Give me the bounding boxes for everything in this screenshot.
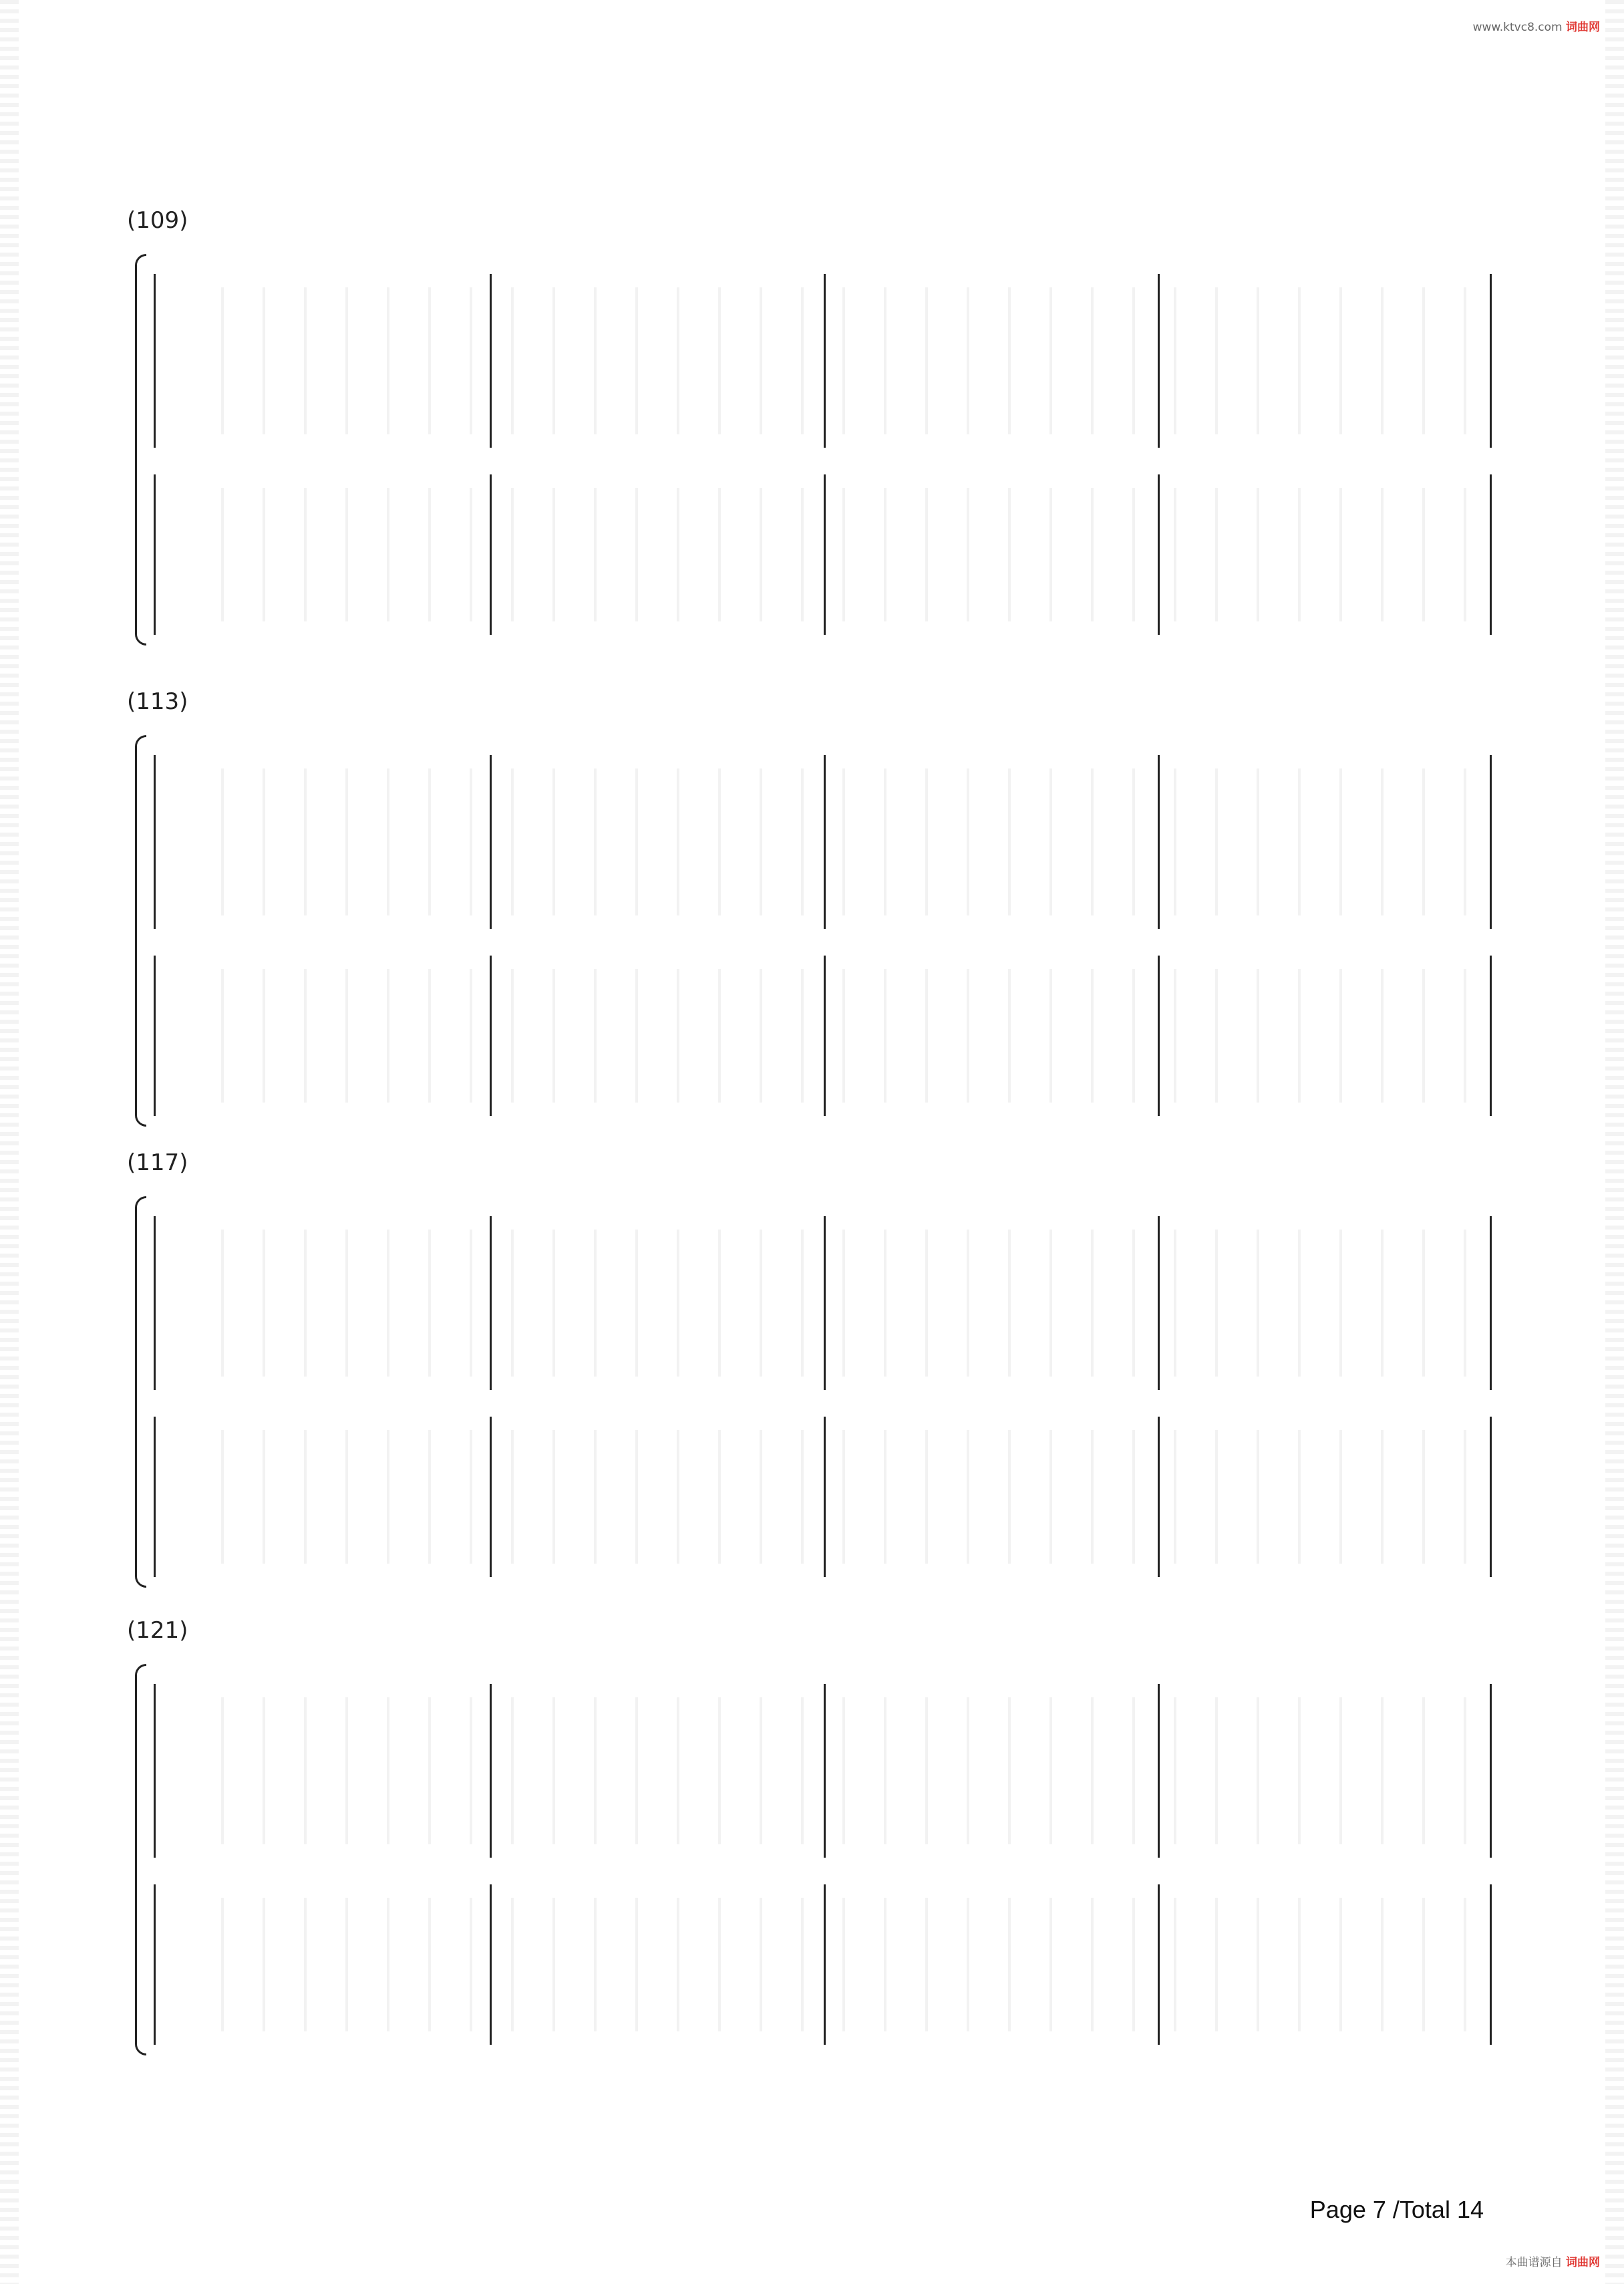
- bass-staff: [154, 474, 1492, 635]
- treble-staff: [154, 1216, 1492, 1390]
- barline: [824, 274, 826, 448]
- barline: [824, 1216, 826, 1390]
- page-footer: Page 7 /Total 14: [1309, 2196, 1484, 2223]
- barline: [1490, 1417, 1492, 1577]
- measure-number: (117): [127, 1149, 188, 1176]
- barline: [490, 1417, 492, 1577]
- barline: [1158, 1417, 1160, 1577]
- measure-number: (121): [127, 1617, 188, 1644]
- bass-staff: [154, 1417, 1492, 1577]
- numbered-notation-area: [182, 1230, 1478, 1377]
- treble-staff: [154, 274, 1492, 448]
- grand-staff-brace: [135, 1196, 146, 1588]
- bass-staff: [154, 1884, 1492, 2045]
- grand-staff-brace: [135, 735, 146, 1127]
- bottom-watermark-text: 本曲谱源自: [1505, 2256, 1563, 2269]
- numbered-notation-area: [182, 1697, 1478, 1844]
- numbered-notation-area: [182, 768, 1478, 915]
- score-system: [127, 207, 1490, 675]
- barline: [490, 474, 492, 635]
- top-watermark-brand: 词曲网: [1566, 21, 1600, 34]
- barline: [490, 755, 492, 929]
- left-edge-strip: [0, 0, 19, 2284]
- barline: [490, 274, 492, 448]
- barline: [824, 1417, 826, 1577]
- top-watermark: [1473, 17, 1600, 34]
- barline: [824, 956, 826, 1116]
- barline: [824, 1684, 826, 1858]
- barline: [490, 1216, 492, 1390]
- top-watermark-site: www.ktvc8.com: [1472, 21, 1563, 34]
- barline: [1490, 755, 1492, 929]
- score-system: [127, 1617, 1490, 2085]
- bottom-watermark: [1506, 2253, 1600, 2269]
- barline: [824, 474, 826, 635]
- barline: [1158, 1684, 1160, 1858]
- barline: [1158, 956, 1160, 1116]
- bass-staff: [154, 956, 1492, 1116]
- barline: [490, 1884, 492, 2045]
- measure-number: (109): [127, 207, 188, 234]
- barline: [1490, 274, 1492, 448]
- numbered-notation-area: [182, 488, 1478, 621]
- barline: [1490, 474, 1492, 635]
- barline: [1158, 755, 1160, 929]
- barline: [490, 1684, 492, 1858]
- grand-staff-brace: [135, 254, 146, 646]
- bottom-watermark-brand: 词曲网: [1566, 2256, 1600, 2269]
- barline: [1158, 1216, 1160, 1390]
- treble-staff: [154, 755, 1492, 929]
- numbered-notation-area: [182, 969, 1478, 1103]
- barline: [1158, 1884, 1160, 2045]
- barline: [490, 956, 492, 1116]
- barline: [1158, 474, 1160, 635]
- score-system: [127, 688, 1490, 1156]
- barline: [824, 1884, 826, 2045]
- numbered-notation-area: [182, 1898, 1478, 2031]
- barline: [1158, 274, 1160, 448]
- barline: [1490, 1884, 1492, 2045]
- right-edge-strip: [1605, 0, 1624, 2284]
- barline: [1490, 956, 1492, 1116]
- numbered-notation-area: [182, 1430, 1478, 1564]
- barline: [1490, 1216, 1492, 1390]
- numbered-notation-area: [182, 287, 1478, 434]
- score-system: [127, 1149, 1490, 1617]
- barline: [824, 755, 826, 929]
- barline: [1490, 1684, 1492, 1858]
- treble-staff: [154, 1684, 1492, 1858]
- grand-staff-brace: [135, 1664, 146, 2055]
- measure-number: (113): [127, 688, 188, 715]
